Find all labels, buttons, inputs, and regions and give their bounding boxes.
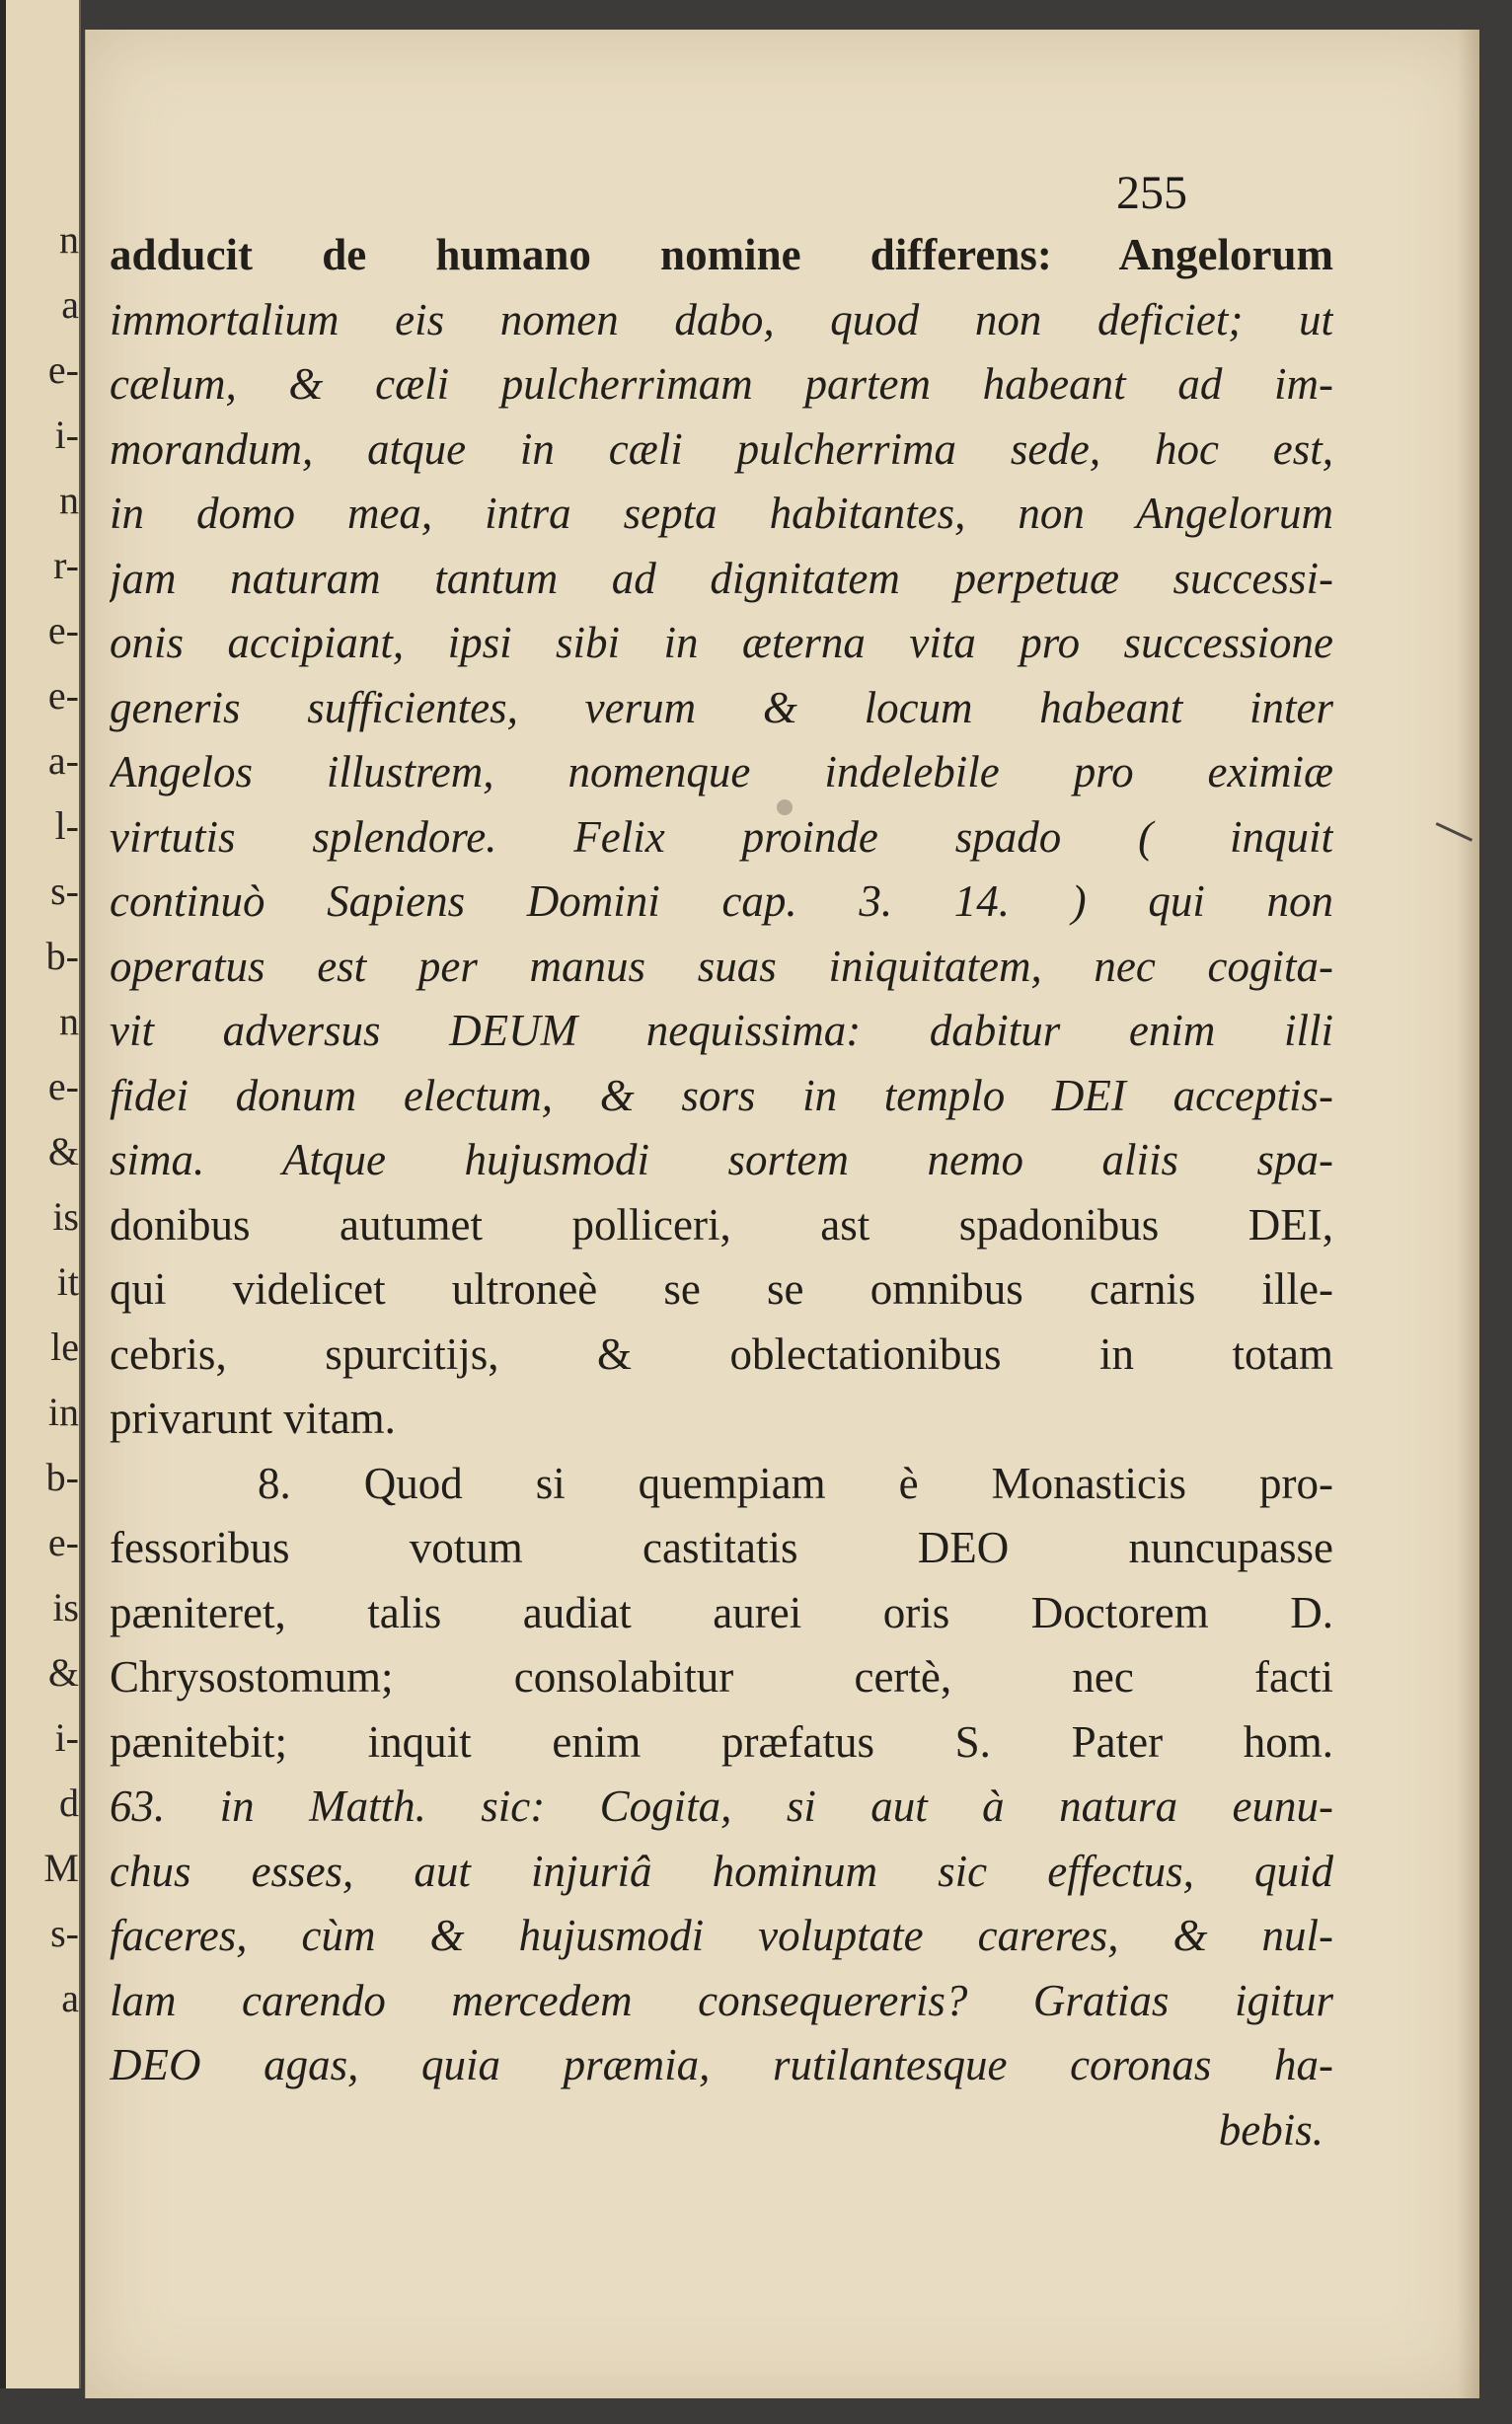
text-line: faceres, cùm & hujusmodi voluptate careres, & nul-	[110, 1911, 1333, 1960]
text-line: pæniteret, talis audiat aurei oris Doctorem D.	[110, 1587, 1333, 1637]
left-fragment: s-	[50, 869, 79, 913]
left-fragment: e-	[47, 608, 79, 652]
left-fragment: e-	[47, 347, 79, 392]
left-fragment: i-	[54, 413, 79, 457]
text-line: cælum, & cæli pulcherrimam partem habeant ad im-	[110, 359, 1333, 409]
gutter-line	[0, 0, 6, 2388]
text-line: jam naturam tantum ad dignitatem perpetuæ successi-	[110, 553, 1333, 603]
left-fragment: s-	[50, 1911, 79, 1955]
text-line: immortalium eis nomen dabo, quod non deficiet; ut	[110, 294, 1333, 344]
book-page	[85, 30, 1479, 2398]
left-fragment: r-	[53, 543, 79, 587]
text-line: fessoribus votum castitatis DEO nuncupasse	[110, 1523, 1333, 1572]
text-line: generis sufficientes, verum & locum habeant inter	[110, 682, 1333, 732]
left-fragment: M	[43, 1846, 79, 1890]
text-line: sima. Atque hujusmodi sortem nemo aliis spa-	[110, 1135, 1333, 1184]
left-page-edge	[0, 0, 81, 2388]
left-fragment: n	[59, 478, 79, 522]
left-fragment: i-	[54, 1715, 79, 1760]
page-number: 255	[1116, 167, 1187, 219]
left-fragment: n	[59, 217, 79, 262]
left-fragment: l-	[54, 803, 79, 848]
left-fragment: is	[52, 1585, 79, 1629]
text-line: lam carendo mercedem consequereris? Gratias igitur	[110, 1975, 1333, 2025]
text-line: vit adversus DEUM nequissima: dabitur enim illi	[110, 1006, 1333, 1055]
text-line: virtutis splendore. Felix proinde spado ( inquit	[110, 811, 1333, 862]
text-line: morandum, atque in cæli pulcherrima sede, hoc est,	[110, 423, 1333, 474]
text-line: privarunt vitam.	[110, 1394, 396, 1443]
left-fragment: d	[59, 1780, 79, 1825]
text-line: Angelos illustrem, nomenque indelebile pro eximiæ	[110, 747, 1333, 796]
text-line: donibus autumet polliceri, ast spadonibus DEI,	[110, 1199, 1333, 1250]
text-line: pænitebit; inquit enim præfatus S. Pater hom.	[110, 1716, 1333, 1767]
text-line: operatus est per manus suas iniquitatem, nec cogita-	[110, 941, 1333, 991]
left-fragment: e-	[47, 1520, 79, 1564]
text-line: DEO agas, quia præmia, rutilantesque coronas ha-	[110, 2040, 1333, 2089]
text-line: adducit de humano nomine differens: Angelorum	[110, 230, 1333, 279]
body-text	[110, 223, 1333, 2162]
text-line: 63. in Matth. sic: Cogita, si aut à natura eunu-	[110, 1781, 1333, 1831]
text-line: continuò Sapiens Domini cap. 3. 14. ) qui non	[110, 876, 1333, 926]
text-line: cebris, spurcitijs, & oblectationibus in totam	[110, 1328, 1333, 1379]
left-fragment: b-	[45, 934, 79, 978]
left-fragment: a	[61, 1976, 79, 2020]
left-page-fragments	[10, 207, 79, 2031]
left-fragment: a-	[47, 738, 79, 783]
text-line: chus esses, aut injuriâ hominum sic effectus, quid	[110, 1846, 1333, 1896]
left-fragment: in	[47, 1390, 79, 1434]
left-fragment: n	[59, 999, 79, 1043]
text-line: bebis.	[1218, 2104, 1323, 2155]
text-line: onis accipiant, ipsi sibi in æterna vita pro successione	[110, 618, 1333, 667]
left-fragment: &	[47, 1650, 79, 1695]
left-fragment: a	[61, 282, 79, 327]
left-fragment: is	[52, 1194, 79, 1239]
left-fragment: &	[47, 1129, 79, 1174]
text-line: qui videlicet ultroneè se se omnibus carnis ille-	[110, 1264, 1333, 1314]
text-line: 8. Quod si quempiam è Monasticis pro-	[258, 1458, 1333, 1508]
page-edge-shadow	[1458, 30, 1479, 2398]
left-fragment: b-	[45, 1455, 79, 1499]
left-fragment: e-	[47, 1064, 79, 1108]
left-fragment: le	[50, 1325, 79, 1369]
left-fragment: it	[56, 1259, 79, 1304]
left-fragment: e-	[47, 673, 79, 718]
text-line: fidei donum electum, & sors in templo DEI acceptis-	[110, 1070, 1333, 1120]
text-line: Chrysostomum; consolabitur certè, nec facti	[110, 1652, 1333, 1702]
text-line: in domo mea, intra septa habitantes, non Angelorum	[110, 489, 1333, 538]
